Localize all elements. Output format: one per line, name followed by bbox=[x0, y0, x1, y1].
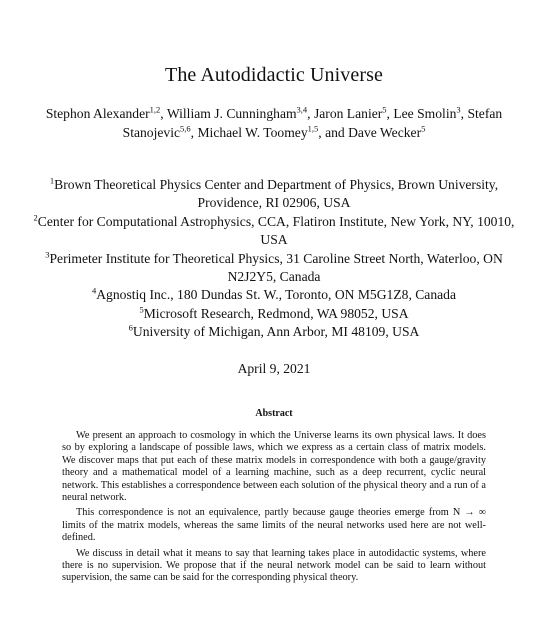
author: Dave Wecker$^5$ bbox=[348, 123, 426, 140]
affiliation: $^5$Microsoft Research, Redmond, WA 98052, USA bbox=[139, 304, 409, 321]
abstract-paragraph: This correspondence is not an equivalence, partly because gauge theories emerge from N → ∞ limits of the matrix models, whereas the same limits of the neural networks used here are not well-defined. bbox=[62, 507, 486, 544]
affiliation: $^4$Agnostiq Inc., 180 Dundas St. W., Toronto, ON M5G1Z8, Canada bbox=[91, 285, 457, 303]
author: Lee Smolin$^3$, bbox=[393, 104, 468, 121]
author: Michael W. Toomey$^{1,5}$, and bbox=[197, 123, 349, 140]
abstract-body bbox=[62, 430, 486, 588]
author: Stephon Alexander$^{1,2}$, bbox=[45, 104, 167, 121]
affiliation: $^3$Perimeter Institute for Theoretical Physics, 31 Caroline Street North, Waterloo, ON N2J2Y5, Canada bbox=[45, 249, 503, 285]
publication-date: April 9, 2021 bbox=[237, 361, 311, 376]
paper-title: The Autodidactic Universe bbox=[165, 64, 383, 86]
affiliation: $^1$Brown Theoretical Physics Center and Department of Physics, Brown University, Providence, RI 02906, USA bbox=[49, 175, 499, 211]
author-list bbox=[44, 104, 504, 142]
author: Stefan Stanojevic$^{5,6}$, bbox=[122, 106, 503, 140]
author: William J. Cunningham$^{3,4}$, bbox=[166, 104, 314, 121]
abstract-paragraph: We discuss in detail what it means to say that learning takes place in autodidactic systems, where there is no supervision. We propose that if the neural network model can be said to learn without supervision, the same can be said for the corresponding physical theory. bbox=[62, 547, 486, 584]
abstract-paragraph: We present an approach to cosmology in which the Universe learns its own physical laws. It does so by exploring a landscape of possible laws, which we express as a certain class of matrix models. We discover maps that put each of these matrix models in correspondence with both a gauge/gravity theory and a mathematical model of a learning machine, such as a deep recurrent, cyclic neural network. This establishes a correspondence between each solution of the physical theory and a run of a neural network. bbox=[62, 430, 486, 504]
affiliation-list bbox=[30, 176, 518, 342]
author: Jaron Lanier$^5$, bbox=[313, 104, 394, 121]
affiliation: $^6$University of Michigan, Ann Arbor, MI 48109, USA bbox=[128, 322, 420, 340]
affiliation: $^2$Center for Computational Astrophysics, CCA, Flatiron Institute, New York, NY, 10010, USA bbox=[33, 212, 515, 248]
abstract-heading: Abstract bbox=[255, 408, 293, 419]
